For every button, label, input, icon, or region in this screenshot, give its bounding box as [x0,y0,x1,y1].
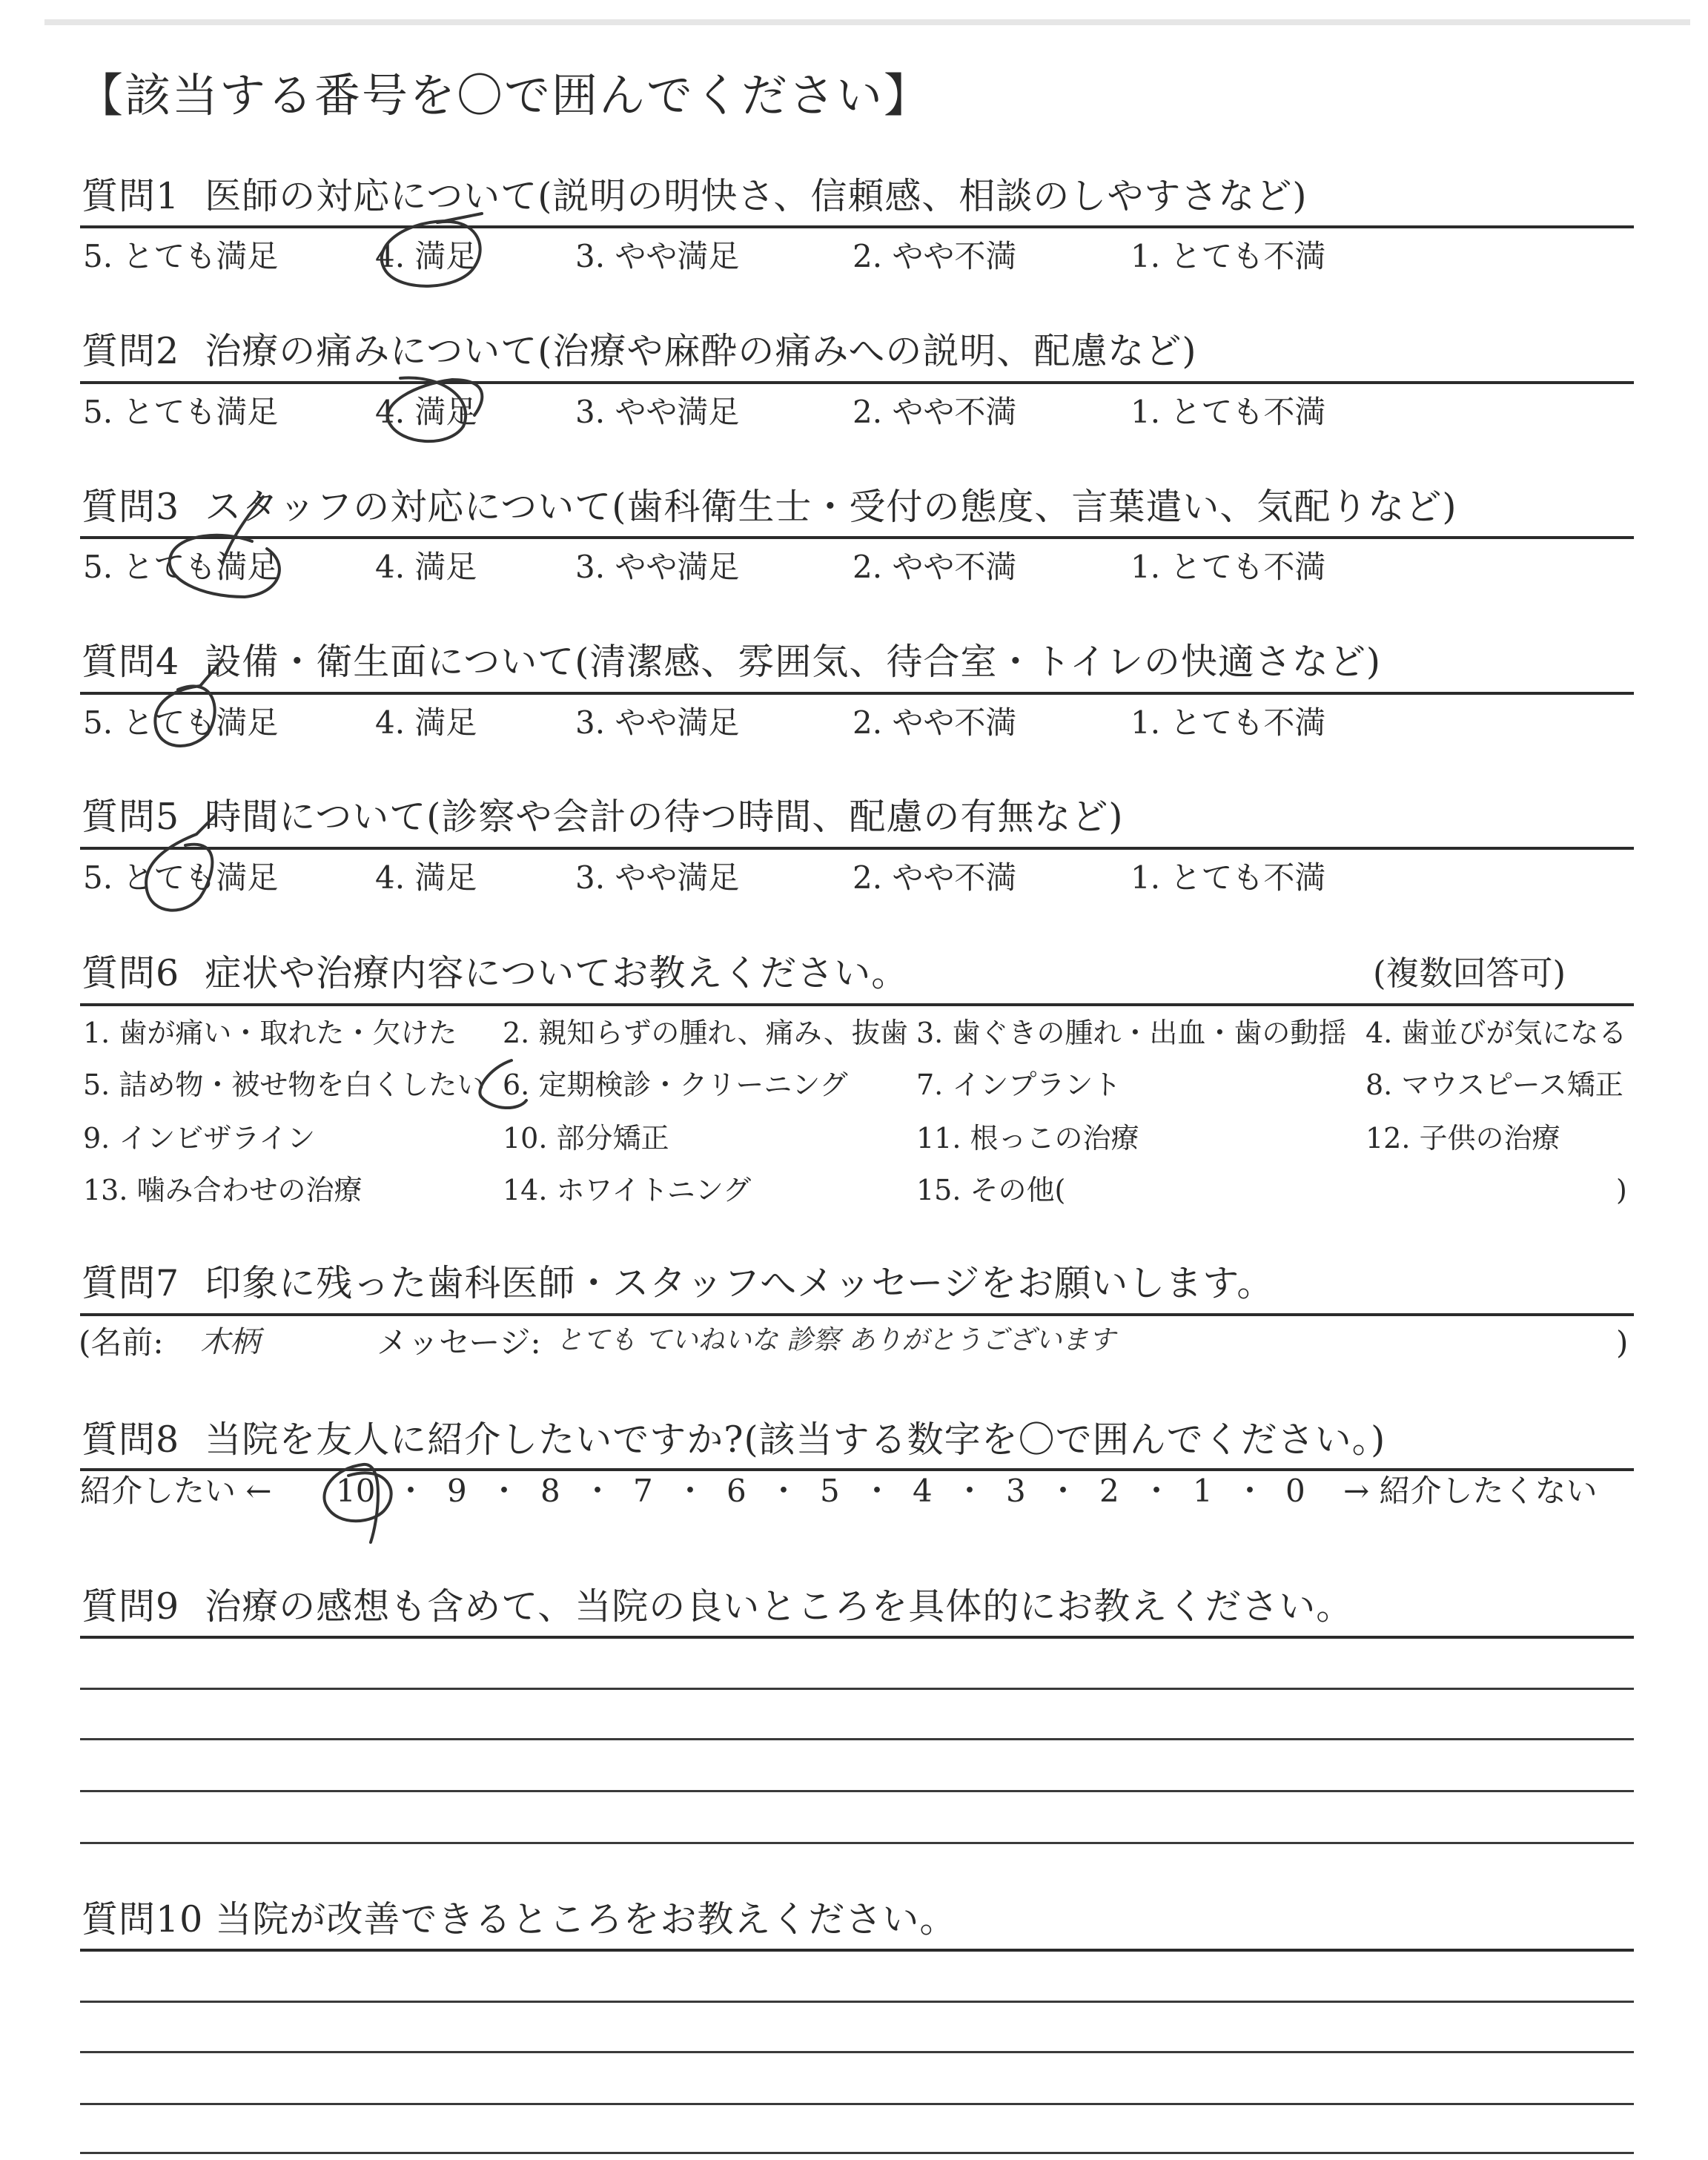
q6-option-15[interactable]: 15. その他( [916,1174,1066,1206]
question-1-text: 医師の対応について(説明の明快さ、信頼感、相談のしやすさなど) [205,175,1308,217]
q6-option-3[interactable]: 3. 歯ぐきの腫れ・出血・歯の動揺 [916,1017,1347,1049]
question-7-title [82,1262,1274,1304]
question-4-rule [80,692,1634,695]
question-3-rule [80,536,1634,539]
q8-separator: ・ [1141,1473,1173,1509]
question-2-title [82,330,1197,372]
question-4-number: 質問4 [82,641,180,683]
q4-option-4[interactable]: 4. 満足 [375,704,477,741]
q8-separator: ・ [675,1473,706,1509]
q6-option-14[interactable]: 14. ホワイトニング [503,1174,752,1206]
q5-option-1[interactable]: 1. とても不満 [1131,859,1326,896]
q10-answer-line[interactable] [80,2103,1634,2105]
question-6-number: 質問6 [82,952,180,994]
q4-option-2[interactable]: 2. やや不満 [853,704,1017,741]
q3-option-4[interactable]: 4. 満足 [375,549,477,585]
q2-option-4[interactable]: 4. 満足 [375,394,477,430]
q9-answer-line[interactable] [80,1738,1634,1740]
question-3-number: 質問3 [82,486,180,528]
q2-option-2[interactable]: 2. やや不満 [853,394,1017,430]
question-9-title [82,1585,1354,1628]
question-5-rule [80,847,1634,850]
q3-option-2[interactable]: 2. やや不満 [853,549,1017,585]
question-8-rule [80,1468,1634,1471]
q5-option-2[interactable]: 2. やや不満 [853,859,1017,896]
question-10-text: 当院が改善できるところをお教えください。 [215,1898,957,1941]
q6-option-5[interactable]: 5. 詰め物・被せ物を白くしたい [83,1069,486,1101]
question-10-title [82,1898,957,1941]
question-6-multiple-note: (複数回答可) [1373,954,1566,993]
question-7-rule [80,1313,1634,1316]
q7-message-value[interactable]: とても ていねいな 診察 ありがとうございます [556,1325,1116,1355]
scan-edge [44,19,1690,25]
q8-score-3[interactable]: 3 [1006,1473,1026,1509]
question-1-rule [80,225,1634,228]
q8-separator: ・ [1047,1473,1079,1509]
q8-separator: ・ [395,1473,427,1509]
q2-option-3[interactable]: 3. やや満足 [575,394,740,430]
q6-option-12[interactable]: 12. 子供の治療 [1366,1122,1560,1155]
question-10-number: 質問10 [82,1898,204,1941]
q2-option-5[interactable]: 5. とても満足 [83,394,279,430]
q1-option-2[interactable]: 2. やや不満 [853,238,1017,274]
q4-option-5[interactable]: 5. とても満足 [83,704,279,741]
q5-option-3[interactable]: 3. やや満足 [575,859,740,896]
q8-left-label: 紹介したい ← [80,1473,272,1509]
q8-separator: ・ [768,1473,800,1509]
question-3-text: スタッフの対応について(歯科衛生士・受付の態度、言葉遣い、気配りなど) [205,486,1457,528]
q9-answer-line[interactable] [80,1842,1634,1844]
question-1-title [82,175,1308,217]
q7-close-paren: ) [1616,1324,1629,1361]
question-8-text: 当院を友人に紹介したいですか?(該当する数字を〇で囲んでください。) [205,1418,1386,1461]
question-8-title [82,1418,1386,1461]
question-3-title [82,486,1457,528]
question-9-text: 治療の感想も含めて、当院の良いところを具体的にお教えください。 [205,1585,1354,1628]
q8-right-label: → 紹介したくない [1343,1473,1598,1509]
question-10-rule [80,1949,1634,1952]
question-6-title [82,952,909,994]
question-5-title [82,796,1124,838]
q1-option-1[interactable]: 1. とても不満 [1131,238,1326,274]
q6-option-7[interactable]: 7. インプラント [916,1069,1122,1101]
question-6-text: 症状や治療内容についてお教えください。 [205,952,909,994]
q9-answer-line[interactable] [80,1790,1634,1792]
q6-option-11[interactable]: 11. 根っこの治療 [916,1122,1139,1155]
q8-score-9[interactable]: 9 [447,1473,467,1509]
question-9-number: 質問9 [82,1585,180,1628]
question-7-text: 印象に残った歯科医師・スタッフへメッセージをお願いします。 [205,1262,1274,1304]
question-5-number: 質問5 [82,796,180,838]
q6-option-1[interactable]: 1. 歯が痛い・取れた・欠けた [83,1017,457,1049]
question-1-number: 質問1 [82,175,180,217]
q1-option-3[interactable]: 3. やや満足 [575,238,740,274]
q6-option-13[interactable]: 13. 噛み合わせの治療 [83,1174,363,1206]
q1-option-4[interactable]: 4. 満足 [375,238,477,274]
q8-separator: ・ [582,1473,614,1509]
q6-option-8[interactable]: 8. マウスピース矯正 [1366,1069,1623,1101]
q4-option-1[interactable]: 1. とても不満 [1131,704,1326,741]
question-7-number: 質問7 [82,1262,180,1304]
q5-option-4[interactable]: 4. 満足 [375,859,477,896]
q6-option-9[interactable]: 9. インビザライン [83,1122,316,1155]
q8-score-7[interactable]: 7 [633,1473,653,1509]
q10-answer-line[interactable] [80,2051,1634,2053]
question-4-title [82,641,1381,683]
form-heading: 【該当する番号を〇で囲んでください】 [77,68,932,122]
q5-option-5[interactable]: 5. とても満足 [83,859,279,896]
q8-score-2[interactable]: 2 [1099,1473,1119,1509]
q3-option-3[interactable]: 3. やや満足 [575,549,740,585]
q8-score-0[interactable]: 0 [1285,1473,1305,1509]
q2-option-1[interactable]: 1. とても不満 [1131,394,1326,430]
q8-score-1[interactable]: 1 [1193,1473,1213,1509]
q9-answer-line[interactable] [80,1688,1634,1690]
q8-score-10[interactable]: 10 [336,1473,376,1509]
question-4-text: 設備・衛生面について(清潔感、雰囲気、待合室・トイレの快適さなど) [205,641,1381,683]
q4-option-3[interactable]: 3. やや満足 [575,704,740,741]
q6-option-15-close-paren: ) [1616,1174,1627,1206]
q8-score-5[interactable]: 5 [820,1473,840,1509]
q6-option-4[interactable]: 4. 歯並びが気になる [1366,1017,1627,1049]
q7-message-label: メッセージ: [377,1324,541,1361]
question-5-text: 時間について(診察や会計の待つ時間、配慮の有無など) [205,796,1124,838]
question-9-rule [80,1636,1634,1639]
question-8-number: 質問8 [82,1418,180,1461]
q3-option-1[interactable]: 1. とても不満 [1131,549,1326,585]
q10-answer-line[interactable] [80,2001,1634,2003]
q7-name-label: (名前: [79,1324,164,1361]
q6-option-2[interactable]: 2. 親知らずの腫れ、痛み、抜歯 [503,1017,908,1049]
question-6-rule [80,1003,1634,1006]
q3-option-5[interactable]: 5. とても満足 [83,549,279,585]
q8-separator: ・ [1234,1473,1266,1509]
q8-separator: ・ [489,1473,520,1509]
q8-score-6[interactable]: 6 [726,1473,747,1509]
q8-separator: ・ [861,1473,893,1509]
question-2-text: 治療の痛みについて(治療や麻酔の痛みへの説明、配慮など) [205,330,1197,372]
q8-score-8[interactable]: 8 [540,1473,560,1509]
q8-separator: ・ [954,1473,986,1509]
q1-option-5[interactable]: 5. とても満足 [83,238,279,274]
question-2-number: 質問2 [82,330,180,372]
q10-answer-line[interactable] [80,2152,1634,2154]
q6-option-6[interactable]: 6. 定期検診・クリーニング [503,1069,848,1101]
q6-option-10[interactable]: 10. 部分矯正 [503,1122,669,1155]
q8-score-4[interactable]: 4 [913,1473,933,1509]
q7-name-value[interactable]: 木柄 [200,1325,259,1359]
question-2-rule [80,381,1634,384]
